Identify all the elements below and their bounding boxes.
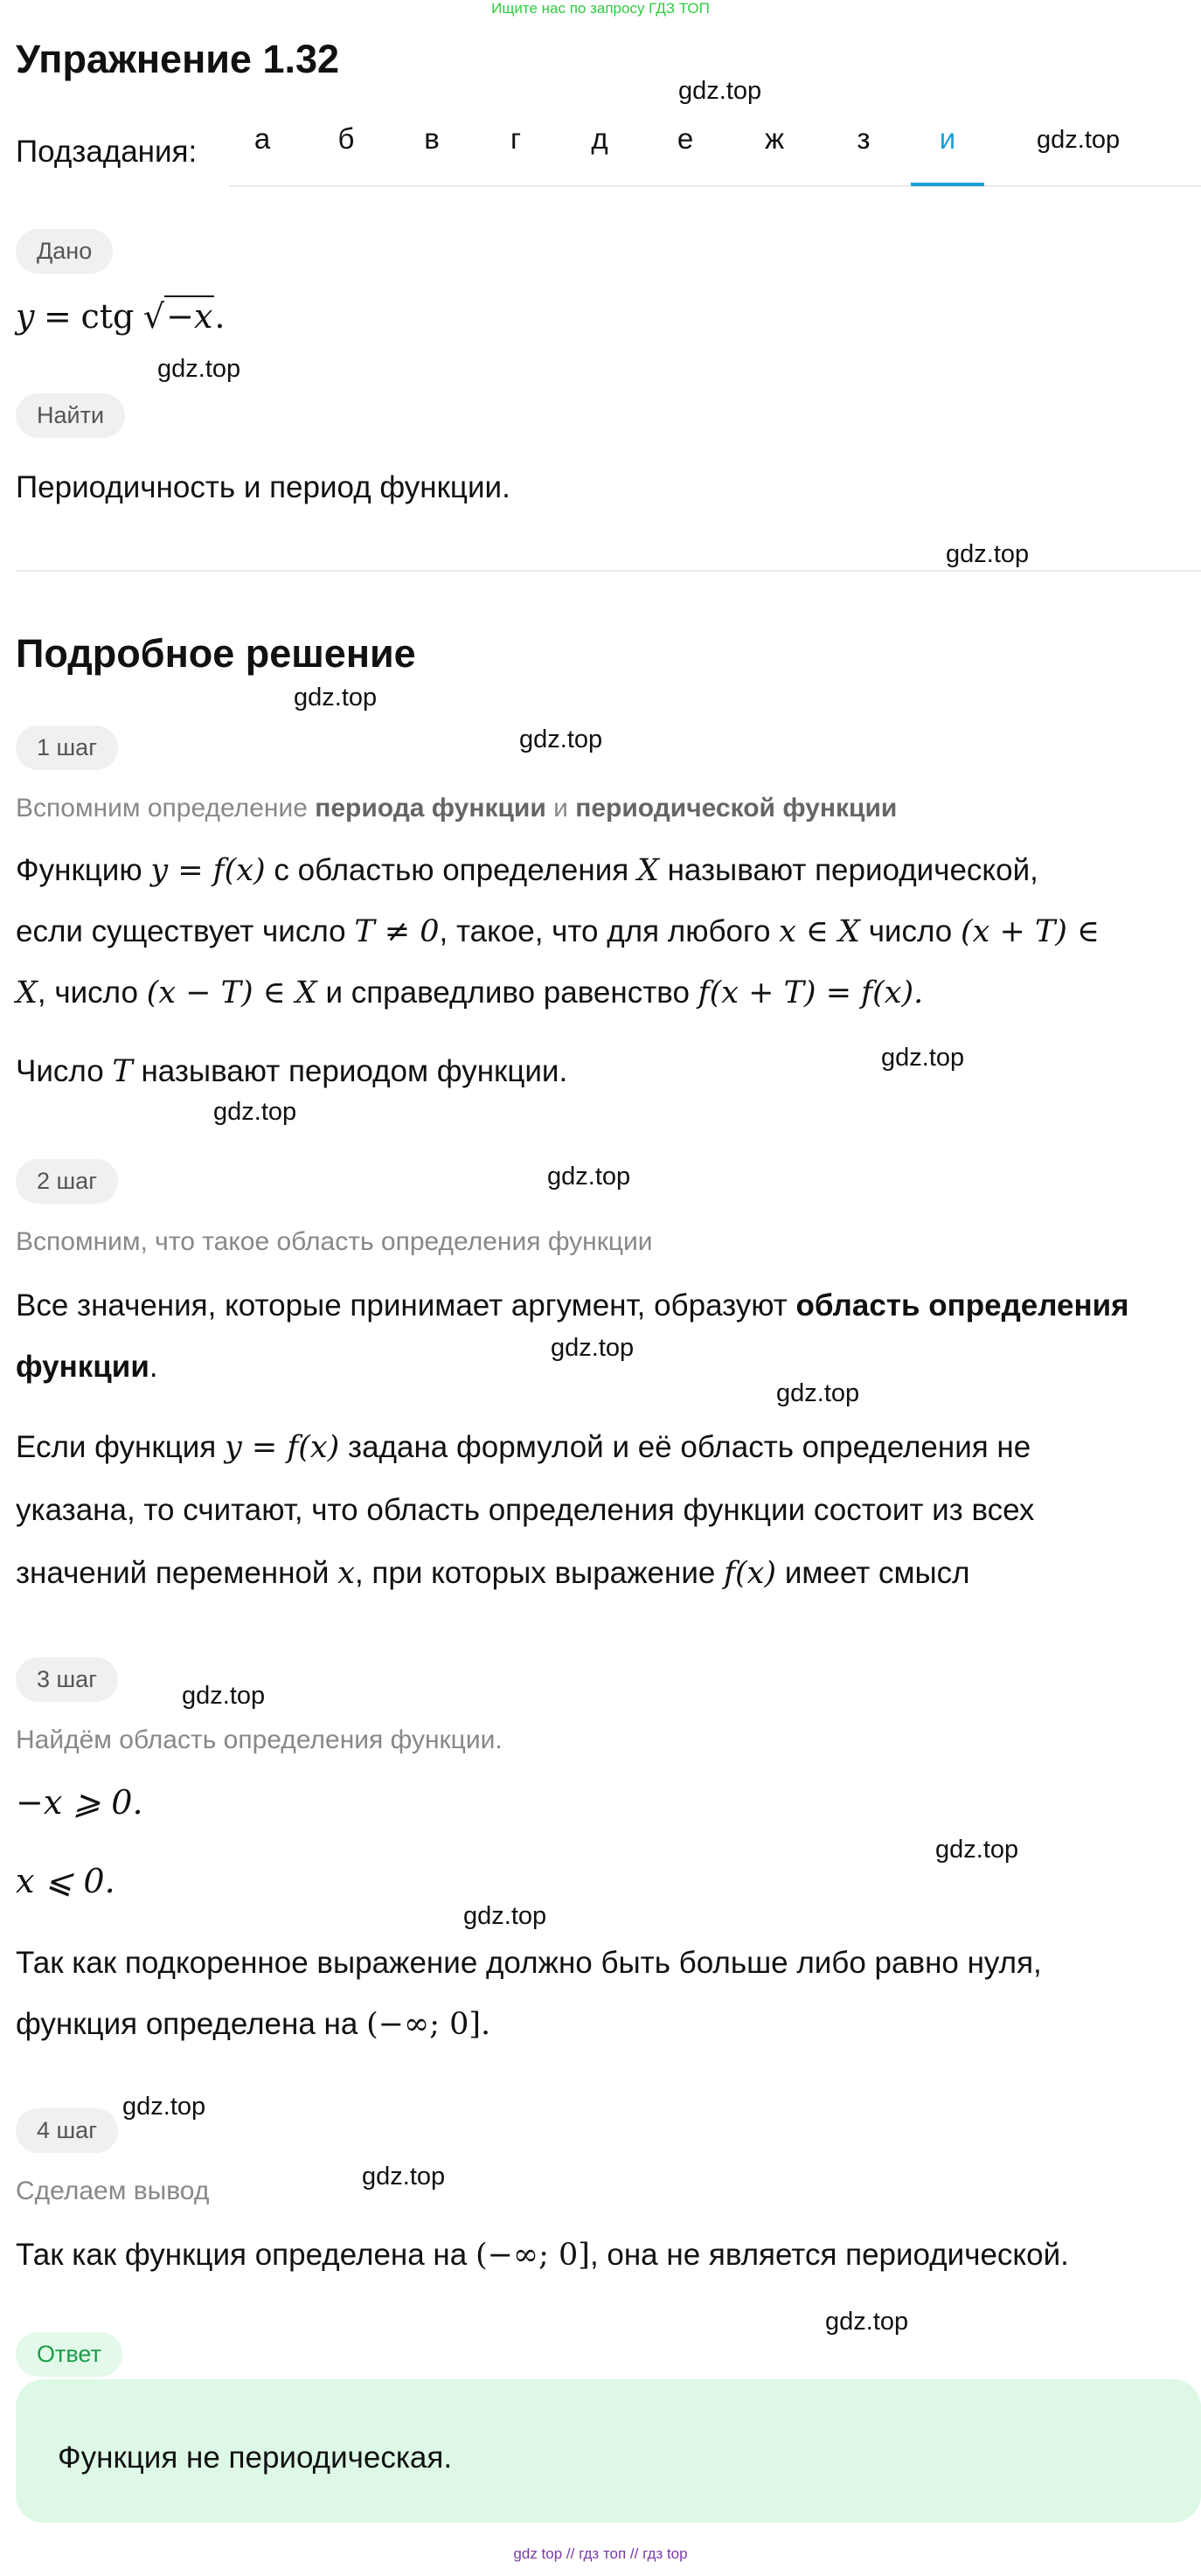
answer-badge: Ответ [16, 2332, 122, 2377]
watermark: gdz.top [935, 1836, 1019, 1864]
step-text: Число T называют периодом функции. [16, 1054, 568, 1089]
step-text: X, число (x − T) ∈ X и справедливо равенство f(x + T) = f(x). [16, 976, 924, 1010]
watermark: gdz.top [362, 2163, 446, 2191]
step-text: значений переменной x, при которых выражение f(x) имеет смысл [16, 1556, 970, 1591]
tabs-divider [229, 185, 1201, 187]
section-title: Подробное решение [16, 631, 416, 676]
formula-lhs: y [16, 297, 35, 336]
step-badge: 4 шаг [16, 2108, 118, 2153]
sqrt-sign: √−x [142, 297, 213, 336]
watermark: gdz.top [776, 1379, 860, 1407]
page-title: Упражнение 1.32 [16, 37, 340, 81]
active-tab-indicator [911, 183, 984, 186]
formula-fn: ctg [80, 297, 135, 336]
step-text: Так как функция определена на (−∞; 0], она не является периодической. [16, 2238, 1069, 2273]
subtask-tab-d[interactable]: д [591, 122, 608, 155]
step-hint: Вспомним определение периода функции и периодической функции [16, 794, 898, 823]
subtask-tab-b[interactable]: б [337, 122, 355, 155]
footer: gdz top // гдз топ // гдз top [513, 2545, 688, 2562]
find-badge: Найти [16, 393, 125, 438]
answer-text: Функция не периодическая. [58, 2441, 453, 2475]
step-hint: Сделаем вывод [16, 2177, 210, 2205]
watermark: gdz.top [946, 540, 1030, 568]
formula-radicand: −x [166, 297, 213, 336]
subtasks-label: Подзадания: [16, 135, 198, 169]
watermark: gdz.top [547, 1163, 631, 1191]
step-math: x ⩽ 0. [16, 1862, 115, 1900]
find-text: Периодичность и период функции. [16, 470, 510, 504]
step-math: −x ⩾ 0. [16, 1783, 143, 1822]
step-badge: 2 шаг [16, 1159, 118, 1204]
subtask-tab-z[interactable]: з [857, 122, 871, 155]
step-hint: Найдём область определения функции. [16, 1725, 503, 1754]
step-hint: Вспомним, что такое область определения функции [16, 1227, 653, 1256]
watermark: gdz.top [463, 1902, 547, 1930]
watermark: gdz.top [551, 1334, 635, 1362]
step-badge: 1 шаг [16, 726, 118, 770]
top-note: Ищите нас по запросу ГДЗ ТОП [491, 0, 710, 17]
subtask-tab-zh[interactable]: ж [764, 122, 785, 155]
step-text: Так как подкоренное выражение должно быть больше либо равно нуля, [16, 1946, 1042, 1980]
watermark: gdz.top [881, 1044, 965, 1072]
subtask-tab-e[interactable]: е [677, 122, 694, 155]
watermark: gdz.top [519, 726, 603, 753]
watermark: gdz.top [1037, 126, 1121, 154]
given-badge: Дано [16, 229, 113, 274]
step-text: функции. [16, 1350, 158, 1384]
step-text: Функцию y = f(x) с областью определения X называют периодической, [16, 853, 1038, 888]
watermark: gdz.top [157, 355, 241, 383]
watermark: gdz.top [825, 2308, 909, 2336]
divider [16, 570, 1201, 572]
subtask-tab-i[interactable]: и [939, 122, 956, 155]
step-text: функция определена на (−∞; 0]. [16, 2007, 491, 2042]
formula-end: . [214, 297, 226, 336]
watermark: gdz.top [122, 2093, 206, 2121]
step-badge: 3 шаг [16, 1657, 118, 1702]
step-text: если существует число T ≠ 0, такое, что для любого x ∈ X число (x + T) ∈ [16, 914, 1100, 949]
subtask-tab-a[interactable]: а [253, 122, 271, 155]
watermark: gdz.top [213, 1098, 297, 1126]
step-text: указана, то считают, что область определения функции состоит из всех [16, 1493, 1035, 1527]
step-text: Если функция y = f(x) задана формулой и её область определения не [16, 1430, 1031, 1465]
watermark: gdz.top [182, 1682, 266, 1710]
watermark: gdz.top [294, 684, 378, 712]
formula-eq: = [44, 297, 72, 336]
subtask-tab-g[interactable]: г [510, 122, 522, 155]
subtask-tab-v[interactable]: в [424, 122, 440, 155]
watermark: gdz.top [678, 77, 762, 105]
step-text: Все значения, которые принимает аргумент, образуют область определения [16, 1288, 1129, 1323]
given-formula [16, 297, 225, 337]
